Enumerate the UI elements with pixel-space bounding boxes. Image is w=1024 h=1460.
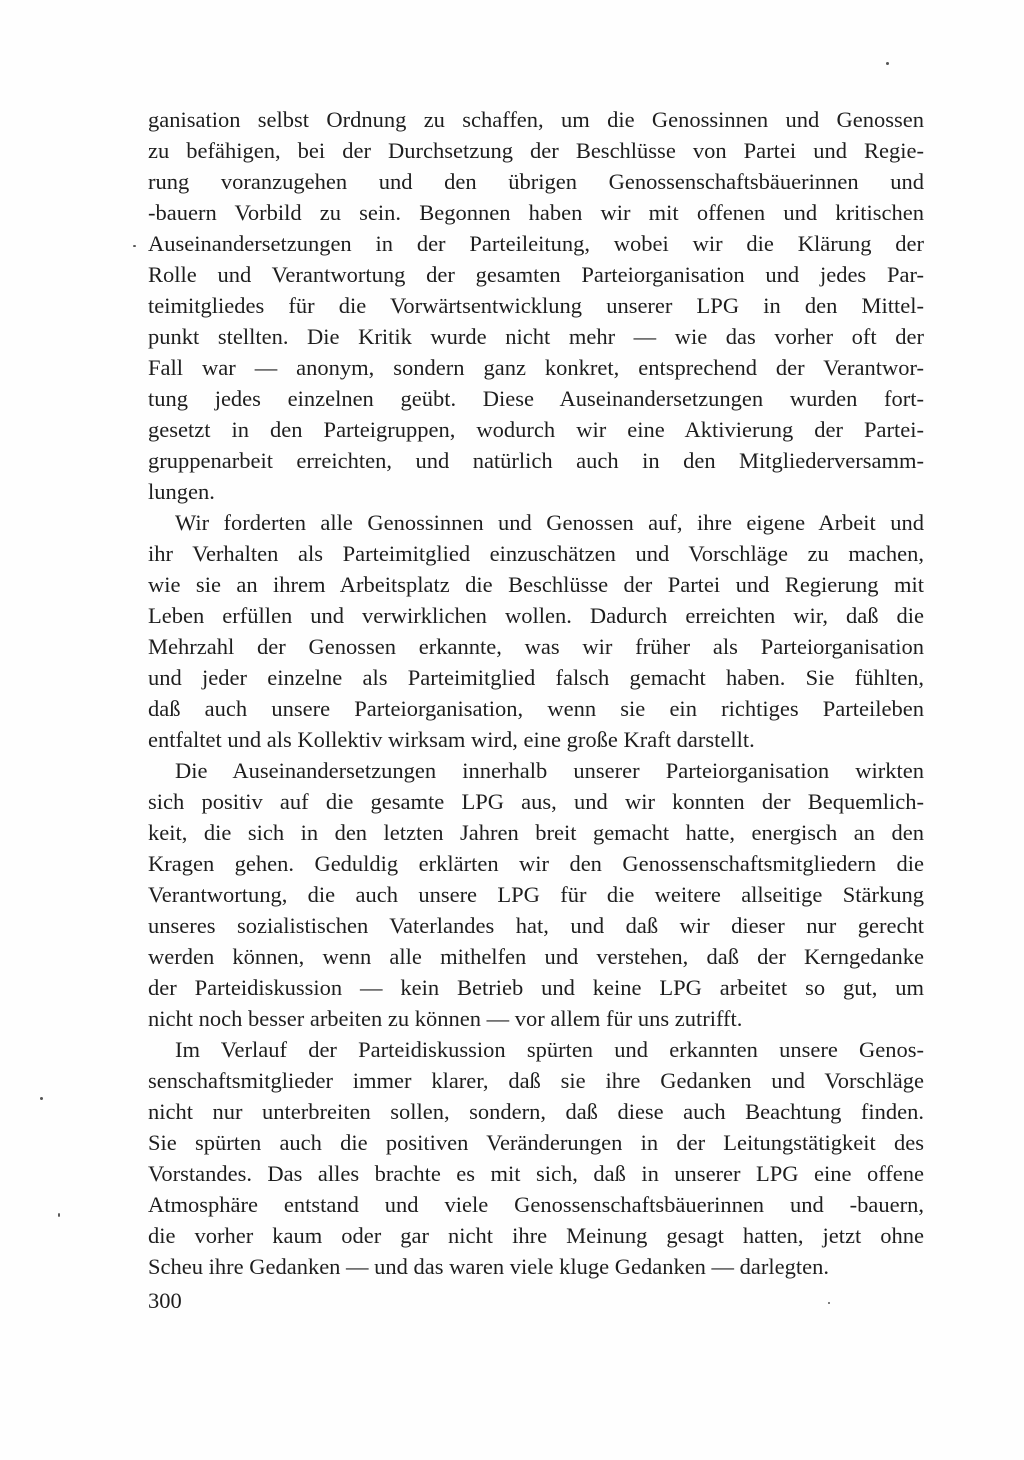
scan-speck [886,62,889,65]
text-line: gesetzt in den Parteigruppen, wodurch wir eine Aktivierung der Partei- [148,417,924,442]
text-line: nicht nur unterbreiten sollen, sondern, daß diese auch Beachtung finden. [148,1099,924,1124]
text-line: und jeder einzelne als Parteimitglied falsch gemacht haben. Sie fühlten, [148,665,924,690]
text-line: die vorher kaum oder gar nicht ihre Meinung gesagt hatten, jetzt ohne [148,1223,924,1248]
text-line: Scheu ihre Gedanken — und das waren viele kluge Gedanken — darlegten. [148,1254,830,1279]
text-line: teimitgliedes für die Vorwärtsentwicklung unserer LPG in den Mittel- [148,293,924,318]
body-text [148,104,924,1282]
text-line: ganisation selbst Ordnung zu schaffen, um die Genossinnen und Genossen [148,107,924,132]
text-line: der Parteidiskussion — kein Betrieb und keine LPG arbeitet so gut, um [148,975,924,1000]
text-line: Fall war — anonym, sondern ganz konkret, entsprechend der Verantwor- [148,355,924,380]
text-line: Leben erfüllen und verwirklichen wollen. Dadurch erreichten wir, daß die [148,603,924,628]
text-line: keit, die sich in den letzten Jahren breit gemacht hatte, energisch an den [148,820,924,845]
text-line: -bauern Vorbild zu sein. Begonnen haben wir mit offenen und kritischen [148,200,924,225]
text-line: Sie spürten auch die positiven Veränderungen in der Leitungstätigkeit des [148,1130,924,1155]
paragraph [148,507,924,755]
scan-speck [40,1097,43,1100]
text-line: Wir forderten alle Genossinnen und Genossen auf, ihre eigene Arbeit und [175,510,924,535]
text-line: sich positiv auf die gesamte LPG aus, und wir konnten der Bequemlich- [148,789,924,814]
text-line: Rolle und Verantwortung der gesamten Parteiorganisation und jedes Par- [148,262,924,287]
text-line: lungen. [148,479,215,504]
text-line: Verantwortung, die auch unsere LPG für die weitere allseitige Stärkung [148,882,924,907]
text-line: Kragen gehen. Geduldig erklärten wir den Genossenschaftsmitgliedern die [148,851,924,876]
paragraph [148,1034,924,1282]
scan-speck [828,1302,830,1304]
text-line: Auseinandersetzungen in der Parteileitung, wobei wir die Klärung der [148,231,924,256]
text-line: senschaftsmitglieder immer klarer, daß sie ihre Gedanken und Vorschläge [148,1068,924,1093]
paragraph [148,104,924,507]
text-line: unseres sozialistischen Vaterlandes hat, und daß wir dieser nur gerecht [148,913,924,938]
text-line: entfaltet und als Kollektiv wirksam wird, eine große Kraft darstellt. [148,727,755,752]
text-line: daß auch unsere Parteiorganisation, wenn sie ein richtiges Parteileben [148,696,924,721]
text-line: punkt stellten. Die Kritik wurde nicht mehr — wie das vorher oft der [148,324,924,349]
text-line: gruppenarbeit erreichten, und natürlich auch in den Mitgliederversamm- [148,448,924,473]
text-line: wie sie an ihrem Arbeitsplatz die Beschlüsse der Partei und Regierung mit [148,572,924,597]
scan-speck [58,1213,60,1217]
text-line: Die Auseinandersetzungen innerhalb unserer Parteiorganisation wirkten [175,758,924,783]
text-line: rung voranzugehen und den übrigen Genossenschaftsbäuerinnen und [148,169,924,194]
page-number: 300 [148,1288,182,1313]
paragraph [148,755,924,1034]
text-line: werden können, wenn alle mithelfen und verstehen, daß der Kerngedanke [148,944,924,969]
text-line: ihr Verhalten als Parteimitglied einzuschätzen und Vorschläge zu machen, [148,541,924,566]
text-line: tung jedes einzelnen geübt. Diese Auseinandersetzungen wurden fort- [148,386,924,411]
text-line: Im Verlauf der Parteidiskussion spürten und erkannten unsere Genos- [175,1037,924,1062]
text-line: Atmosphäre entstand und viele Genossenschaftsbäuerinnen und -bauern, [148,1192,924,1217]
text-line: zu befähigen, bei der Durchsetzung der Beschlüsse von Partei und Regie- [148,138,924,163]
text-line: nicht noch besser arbeiten zu können — vor allem für uns zutrifft. [148,1006,743,1031]
scan-speck [133,245,136,247]
text-line: Vorstandes. Das alles brachte es mit sich, daß in unserer LPG eine offene [148,1161,924,1186]
text-line: Mehrzahl der Genossen erkannte, was wir früher als Parteiorganisation [148,634,924,659]
